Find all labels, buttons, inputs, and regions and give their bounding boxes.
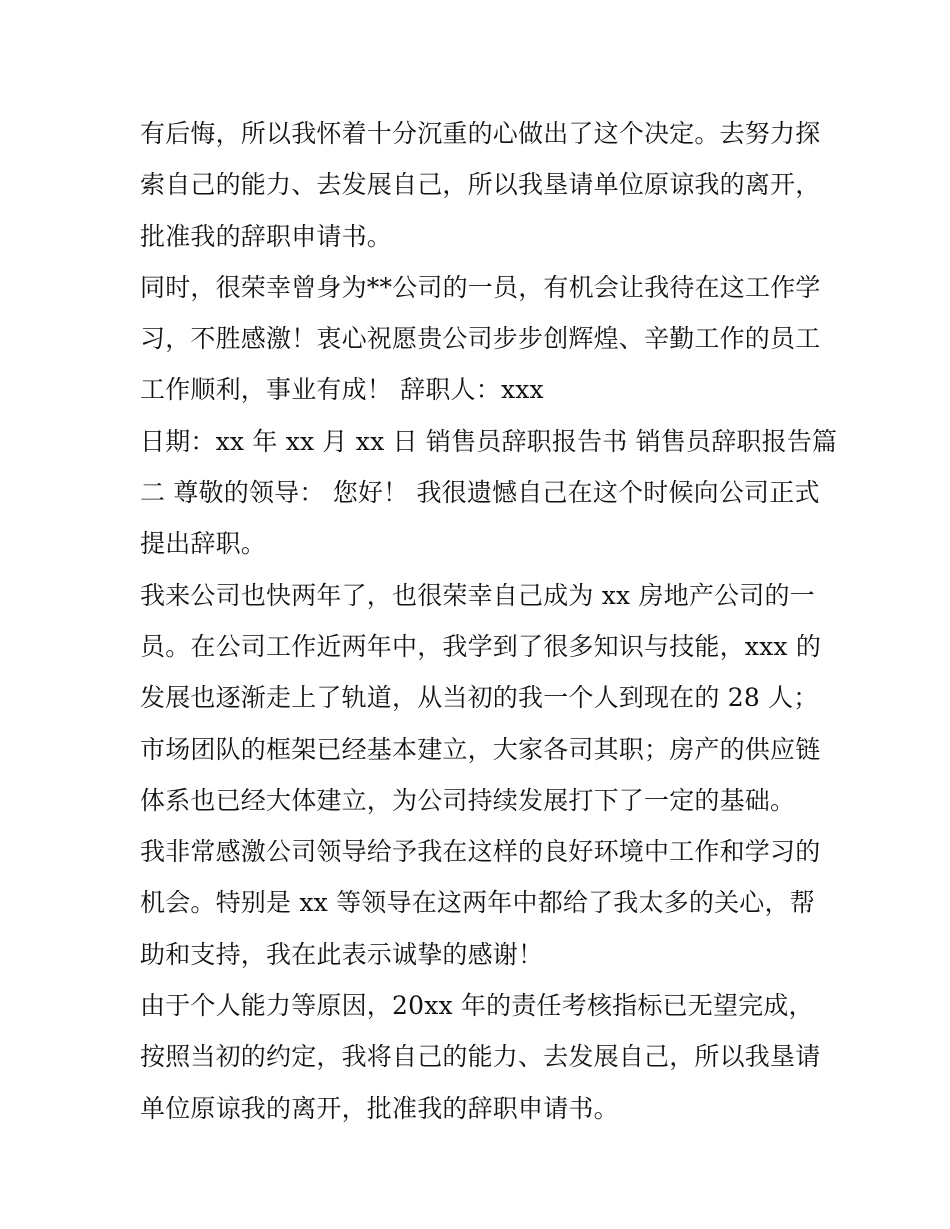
- text-line-17: 助和支持，我在此表示诚挚的感谢！: [140, 939, 544, 969]
- text-line-15: 我非常感激公司领导给予我在这样的良好环境中工作和学习的: [140, 837, 821, 867]
- body-text: [140, 108, 838, 1134]
- text-line-18: 由于个人能力等原因，20xx 年的责任考核指标已无望完成，: [140, 991, 814, 1021]
- text-line-12: 发展也逐渐走上了轨道，从当初的我一个人到现在的 28 人；: [140, 683, 819, 713]
- text-line-13: 市场团队的框架已经基本建立，大家各司其职；房产的供应链: [140, 734, 821, 764]
- text-line-5: 习，不胜感激！衷心祝愿贵公司步步创辉煌、辛勤工作的员工: [140, 324, 821, 354]
- text-line-16: 机会。特别是 xx 等领导在这两年中都给了我太多的关心，帮: [140, 888, 815, 918]
- text-line-9: 提出辞职。: [140, 529, 267, 559]
- text-line-14: 体系也已经大体建立，为公司持续发展打下了一定的基础。: [140, 785, 796, 815]
- text-line-8: 二 尊敬的领导： 您好！ 我很遗憾自己在这个时候向公司正式: [140, 478, 820, 508]
- text-line-20: 单位原谅我的离开，批准我的辞职申请书。: [140, 1093, 619, 1123]
- text-line-6: 工作顺利，事业有成！ 辞职人：xxx: [140, 375, 544, 405]
- text-line-10: 我来公司也快两年了，也很荣幸自己成为 xx 房地产公司的一: [140, 580, 815, 610]
- text-line-1: 有后悔，所以我怀着十分沉重的心做出了这个决定。去努力探: [140, 119, 821, 148]
- text-line-4: 同时，很荣幸曾身为**公司的一员，有机会让我待在这工作学: [140, 272, 821, 302]
- text-line-7: 日期：xx 年 xx 月 xx 日 销售员辞职报告书 销售员辞职报告篇: [140, 426, 838, 456]
- text-line-19: 按照当初的约定，我将自己的能力、去发展自己，所以我垦请: [140, 1042, 821, 1072]
- text-line-3: 批准我的辞职申请书。: [140, 221, 393, 251]
- text-line-11: 员。在公司工作近两年中，我学到了很多知识与技能，xxx 的: [140, 631, 822, 661]
- text-line-2: 索自己的能力、去发展自己，所以我垦请单位原谅我的离开，: [140, 170, 821, 200]
